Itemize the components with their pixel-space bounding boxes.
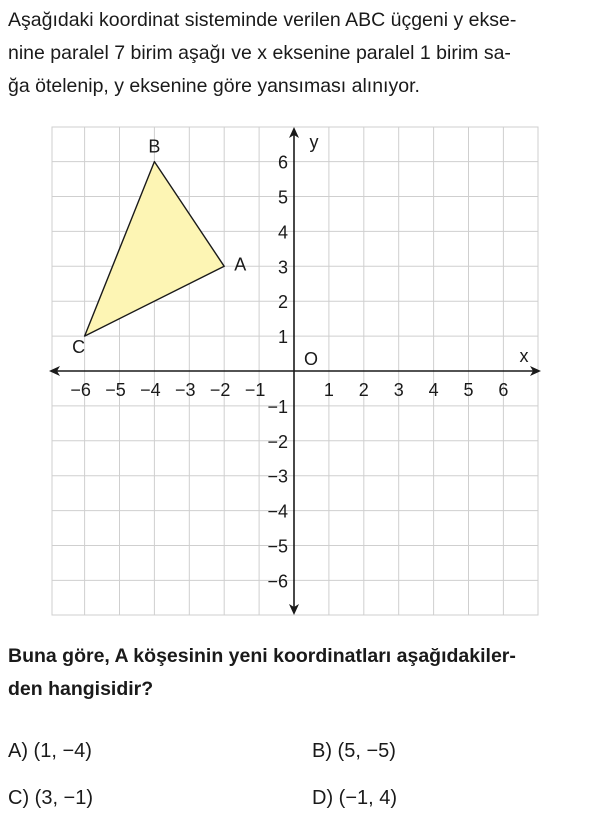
y-tick-label: −2	[267, 431, 288, 452]
y-tick-label: −4	[267, 501, 288, 522]
question-text-line-2: nine paralel 7 birim aşağı ve x eksenine paralel 1 birim sa-	[8, 42, 511, 64]
y-tick-label: 1	[277, 327, 288, 348]
origin-label: O	[303, 349, 319, 369]
x-tick-label: 5	[463, 380, 474, 400]
y-tick-label: −5	[267, 536, 288, 557]
x-tick-label: −6	[70, 380, 91, 400]
x-tick-label: −4	[140, 380, 161, 400]
question-text-line-3: ğa ötelenip, y eksenine göre yansıması alınıyor.	[8, 75, 420, 97]
option-a[interactable]: A) (1, −4)	[8, 740, 92, 762]
x-tick-label: −1	[244, 380, 266, 400]
x-tick-label: −2	[209, 380, 231, 400]
question-text-line-1: Aşağıdaki koordinat sisteminde verilen ABC üçgeni y ekse-	[8, 9, 517, 31]
y-tick-label: −6	[267, 571, 288, 592]
y-axis-label: y	[309, 132, 319, 152]
x-axis-label: x	[519, 346, 529, 366]
y-tick-labels	[267, 153, 288, 592]
vertex-label-b: B	[148, 136, 161, 157]
prompt-text	[8, 640, 604, 706]
prompt-text-line-1: Buna göre, A köşesinin yeni koordinatları aşağıdakiler-	[8, 645, 516, 667]
y-tick-label: 6	[277, 152, 288, 173]
y-tick-label: −3	[267, 466, 288, 487]
y-tick-label: 2	[277, 292, 288, 313]
x-tick-label: 1	[323, 380, 334, 400]
x-tick-label: 6	[498, 380, 509, 400]
axes	[49, 127, 541, 615]
option-b[interactable]: B) (5, −5)	[312, 740, 396, 762]
y-tick-label: 3	[277, 257, 288, 278]
option-d[interactable]: D) (−1, 4)	[312, 787, 398, 809]
vertex-label-a: A	[234, 254, 247, 275]
y-tick-label: 5	[277, 187, 288, 208]
y-tick-label: 4	[277, 222, 288, 243]
prompt-text-line-2: den hangisidir?	[8, 678, 154, 700]
x-tick-label: 4	[428, 380, 439, 400]
x-tick-label: 2	[358, 380, 369, 400]
x-tick-label: 3	[393, 380, 404, 400]
option-c[interactable]: C) (3, −1)	[8, 787, 94, 809]
vertex-label-c: C	[72, 337, 86, 358]
x-tick-labels	[70, 380, 508, 400]
x-tick-label: −5	[105, 380, 126, 400]
x-tick-label: −3	[175, 380, 196, 400]
y-tick-label: −1	[267, 396, 288, 417]
